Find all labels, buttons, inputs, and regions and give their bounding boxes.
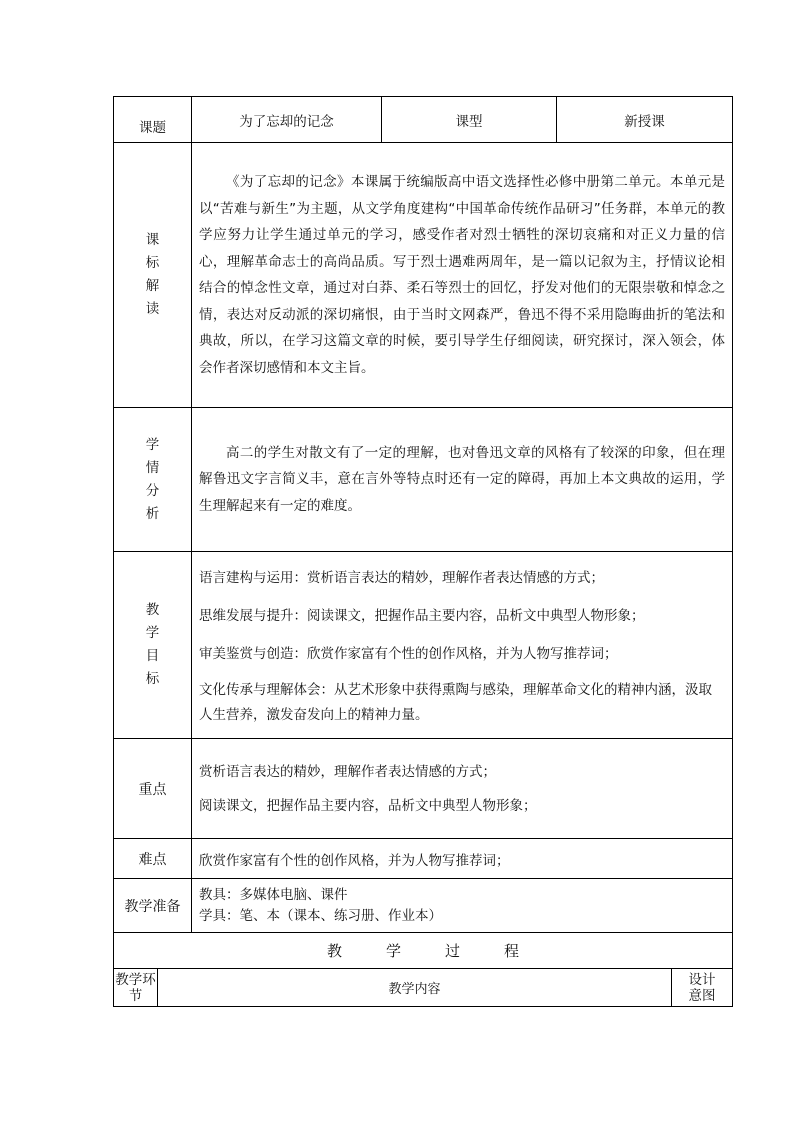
student-tools: 学具：笔、本（课本、练习册、作业本） [199,907,442,924]
process-title: 教学过程 [114,933,733,969]
content-column-header: 教学内容 [158,969,672,1007]
preparation-label: 教学准备 [114,879,192,933]
key-point-item: 阅读课文，把握作品主要内容，品析文中典型人物形象； [199,797,537,814]
goals-row [114,552,733,739]
preparation-content [192,879,733,933]
key-points-row [114,739,733,839]
teacher-tools: 教具：多媒体电脑、课件 [199,886,348,903]
goal-item: 思维发展与提升：阅读课文，把握作品主要内容，品析文中典型人物形象； [199,608,645,624]
curriculum-row [114,143,733,408]
goal-item: 文化传承与理解体会：从艺术形象中获得熏陶与感染，理解革命文化的精神内涵，汲取人生营养，激发奋发向上的精神力量。 [199,682,712,723]
difficulty-label: 难点 [114,839,192,879]
curriculum-label: 课 标 解 读 [114,143,192,408]
key-points-content [192,739,733,839]
intent-column-header: 设计意图 [672,969,733,1007]
lesson-plan-table [113,96,733,1007]
key-points-label: 重点 [114,739,192,839]
topic-label: 课题 [114,97,192,143]
student-label: 学 情 分 析 [114,408,192,552]
difficulty-row [114,839,733,879]
preparation-row [114,879,733,933]
process-header-row [114,969,733,1007]
goals-content [192,552,733,739]
goals-label: 教 学 目 标 [114,552,192,739]
student-content [192,408,733,552]
goal-item: 审美鉴赏与创造：欣赏作家富有个性的创作风格，并为人物写推荐词； [199,646,618,662]
curriculum-text: 《为了忘却的记念》本课属于统编版高中语文选择性必修中册第二单元。本单元是以“苦难与新生”为主题，从文学角度建构“中国革命传统作品研习”任务群，本单元的教学应努力让学生通过单元的学习，感受作者对烈士牺牲的深切哀痛和对正义力量的信心，理解革命志士的高尚品质。写于烈士遇难两周年，是一篇以记叙为主，抒情议论相结合的悼念性文章，通过对白莽、柔石等烈士的回忆，抒发对他们的无限崇敬和悼念之情，表达对反动派的深切痛恨，由于当时文网森严，鲁迅不得不采用隐晦曲折的笔法和典故，所以，在学习这篇文章的时候，要引导学生仔细阅读，研究探讨，深入领会，体会作者深切感情和本文主旨。 [199,174,725,376]
type-label: 课型 [382,97,557,143]
goal-item: 语言建构与运用：赏析语言表达的精妙，理解作者表达情感的方式； [199,570,604,586]
student-text: 高二的学生对散文有了一定的理解，也对鲁迅文章的风格有了较深的印象，但在理解鲁迅文字言简义丰，意在言外等特点时还有一定的障碍，再加上本文典故的运用，学生理解起来有一定的难度。 [199,444,725,514]
header-row [114,97,733,143]
type-value: 新授课 [557,97,733,143]
stage-column-header: 教学环节 [114,969,158,1007]
process-title-row [114,933,733,969]
topic-value: 为了忘却的记念 [192,97,382,143]
student-row [114,408,733,552]
difficulty-text: 欣赏作家富有个性的创作风格，并为人物写推荐词； [192,839,733,879]
curriculum-content [192,143,733,408]
key-point-item: 赏析语言表达的精妙，理解作者表达情感的方式； [199,763,496,780]
